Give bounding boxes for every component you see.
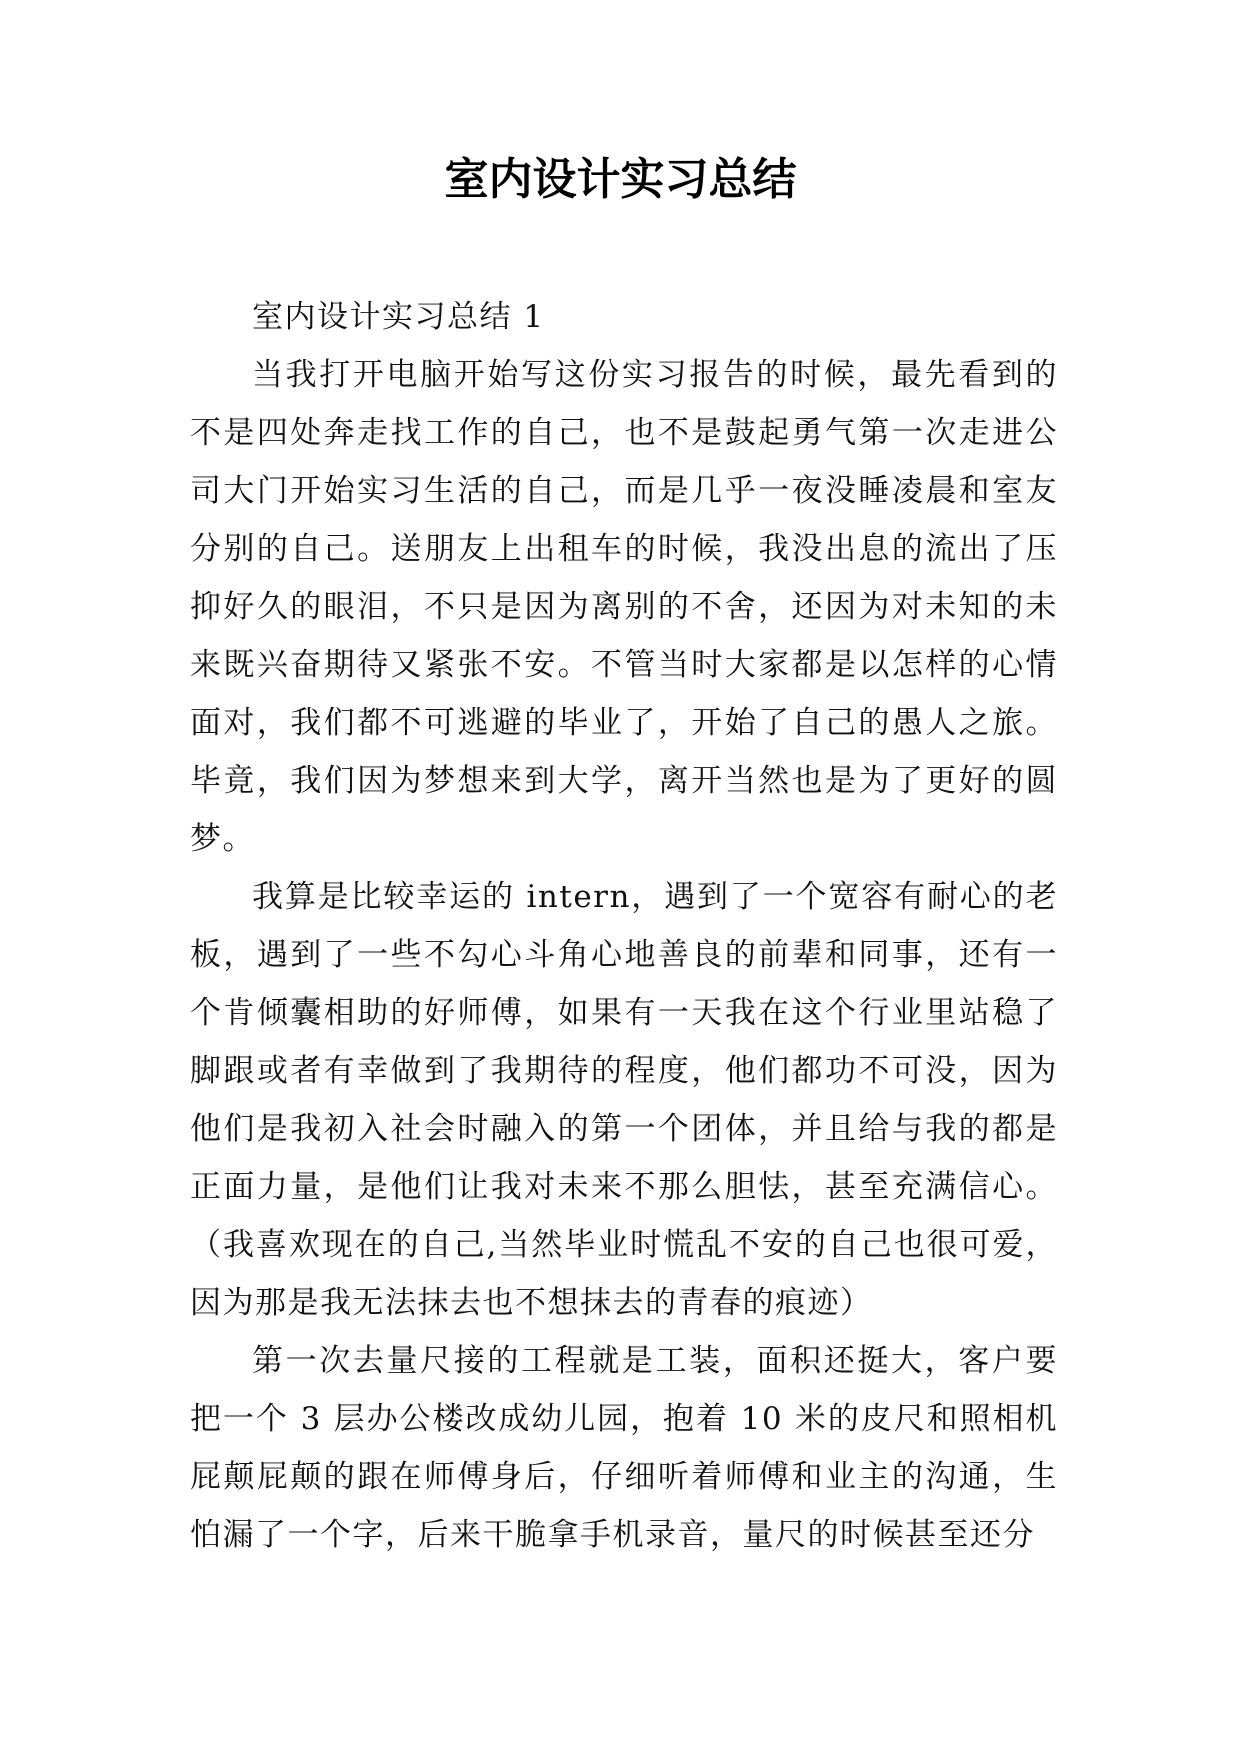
paragraph-2: 我算是比较幸运的 intern，遇到了一个宽容有耐心的老板，遇到了一些不勾心斗角心地善良的前辈和同事，还有一个肯倾囊相助的好师傅，如果有一天我在这个行业里站稳了脚跟或者有幸做到了我期待的程度，他们都功不可没，因为他们是我初入社会时融入的第一个团体，并且给与我的都是正面力量，是他们让我对未来不那么胆怯，甚至充满信心。（我喜欢现在的自己,当然毕业时慌乱不安的自己也很可爱，因为那是我无法抹去也不想抹去的青春的痕迹）: [190, 879, 1058, 1321]
document-title: 室内设计实习总结: [444, 154, 797, 205]
paragraph-3: 第一次去量尺接的工程就是工装，面积还挺大，客户要把一个 3 层办公楼改成幼儿园，抱着 10 米的皮尺和照相机屁颠屁颠的跟在师傅身后，仔细听着师傅和业主的沟通，生怕漏了一个字，后来干脆拿手机录音，量尺的时候甚至还分: [190, 1343, 1058, 1553]
paragraph-1: 当我打开电脑开始写这份实习报告的时候，最先看到的不是四处奔走找工作的自己，也不是鼓起勇气第一次走进公司大门开始实习生活的自己，而是几乎一夜没睡凌晨和室友分别的自己。送朋友上出租车的时候，我没出息的流出了压抑好久的眼泪，不只是因为离别的不舍，还因为对未知的未来既兴奋期待又紧张不安。不管当时大家都是以怎样的心情面对，我们都不可逃避的毕业了，开始了自己的愚人之旅。毕竟，我们因为梦想来到大学，离开当然也是为了更好的圆梦。: [190, 357, 1058, 857]
section-heading: 室内设计实习总结 1: [252, 299, 545, 335]
document-body: [190, 288, 1058, 1564]
